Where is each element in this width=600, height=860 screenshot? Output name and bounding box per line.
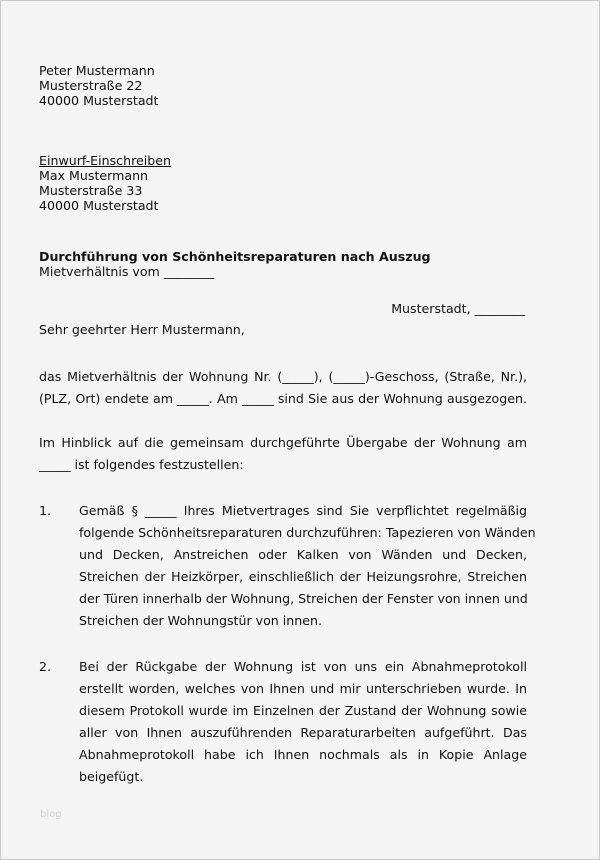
- text-line: Bei der Rückgabe der Wohnung ist von uns ein Abnahmeprotokoll: [79, 659, 527, 674]
- recipient-street: Musterstraße 33: [39, 183, 143, 198]
- salutation: Sehr geehrter Herr Mustermann,: [39, 322, 245, 337]
- text-line: erstellt worden, welches von Ihnen und mir unterschrieben wurde. In: [79, 681, 527, 696]
- text-line: (PLZ, Ort) endete am _____. Am _____ sind Sie aus der Wohnung ausgezogen.: [39, 391, 527, 406]
- text-line: Streichen der Wohnungstür von innen.: [79, 613, 322, 628]
- item-number: 2.: [39, 659, 52, 674]
- sender-street: Musterstraße 22: [39, 78, 143, 93]
- delivery-type: Einwurf-Einschreiben: [39, 153, 171, 168]
- sender-city: 40000 Musterstadt: [39, 93, 159, 108]
- text-line: Abnahmeprotokoll habe ich Ihnen nochmals als in Kopie Anlage: [79, 747, 527, 762]
- sender-name: Peter Mustermann: [39, 63, 155, 78]
- subject-line2: Mietverhältnis vom ________: [39, 264, 215, 279]
- subject: Durchführung von Schönheitsreparaturen nach Auszug: [39, 249, 431, 264]
- recipient-city: 40000 Musterstadt: [39, 198, 159, 213]
- text-line: Gemäß § _____ Ihres Mietvertrages sind Sie verpflichtet regelmäßig: [79, 503, 527, 518]
- item-number: 1.: [39, 503, 52, 518]
- recipient-name: Max Mustermann: [39, 168, 149, 183]
- text-line: der Türen innerhalb der Wohnung, Streichen der Fenster von innen und: [79, 591, 528, 606]
- text-line: _____ ist folgendes festzustellen:: [39, 457, 244, 472]
- place-date: Musterstadt, ________: [391, 301, 525, 316]
- text-line: das Mietverhältnis der Wohnung Nr. (_____), (_____)-Geschoss, (Straße, Nr.),: [39, 369, 527, 384]
- text-line: diesem Protokoll wurde im Einzelnen der Zustand der Wohnung sowie: [79, 703, 527, 718]
- text-line: aller von Ihnen auszuführenden Reparaturarbeiten aufgeführt. Das: [79, 725, 527, 740]
- text-line: und Decken, Anstreichen oder Kalken von Wänden und Decken,: [79, 547, 527, 562]
- watermark: blog: [40, 809, 62, 820]
- text-line: Streichen der Heizkörper, einschließlich der Heizungsrohre, Streichen: [79, 569, 527, 584]
- text-line: beigefügt.: [79, 769, 144, 784]
- text-line: folgende Schönheitsreparaturen durchzuführen: Tapezieren von Wänden: [79, 525, 536, 540]
- text-line: Im Hinblick auf die gemeinsam durchgeführte Übergabe der Wohnung am: [39, 435, 527, 450]
